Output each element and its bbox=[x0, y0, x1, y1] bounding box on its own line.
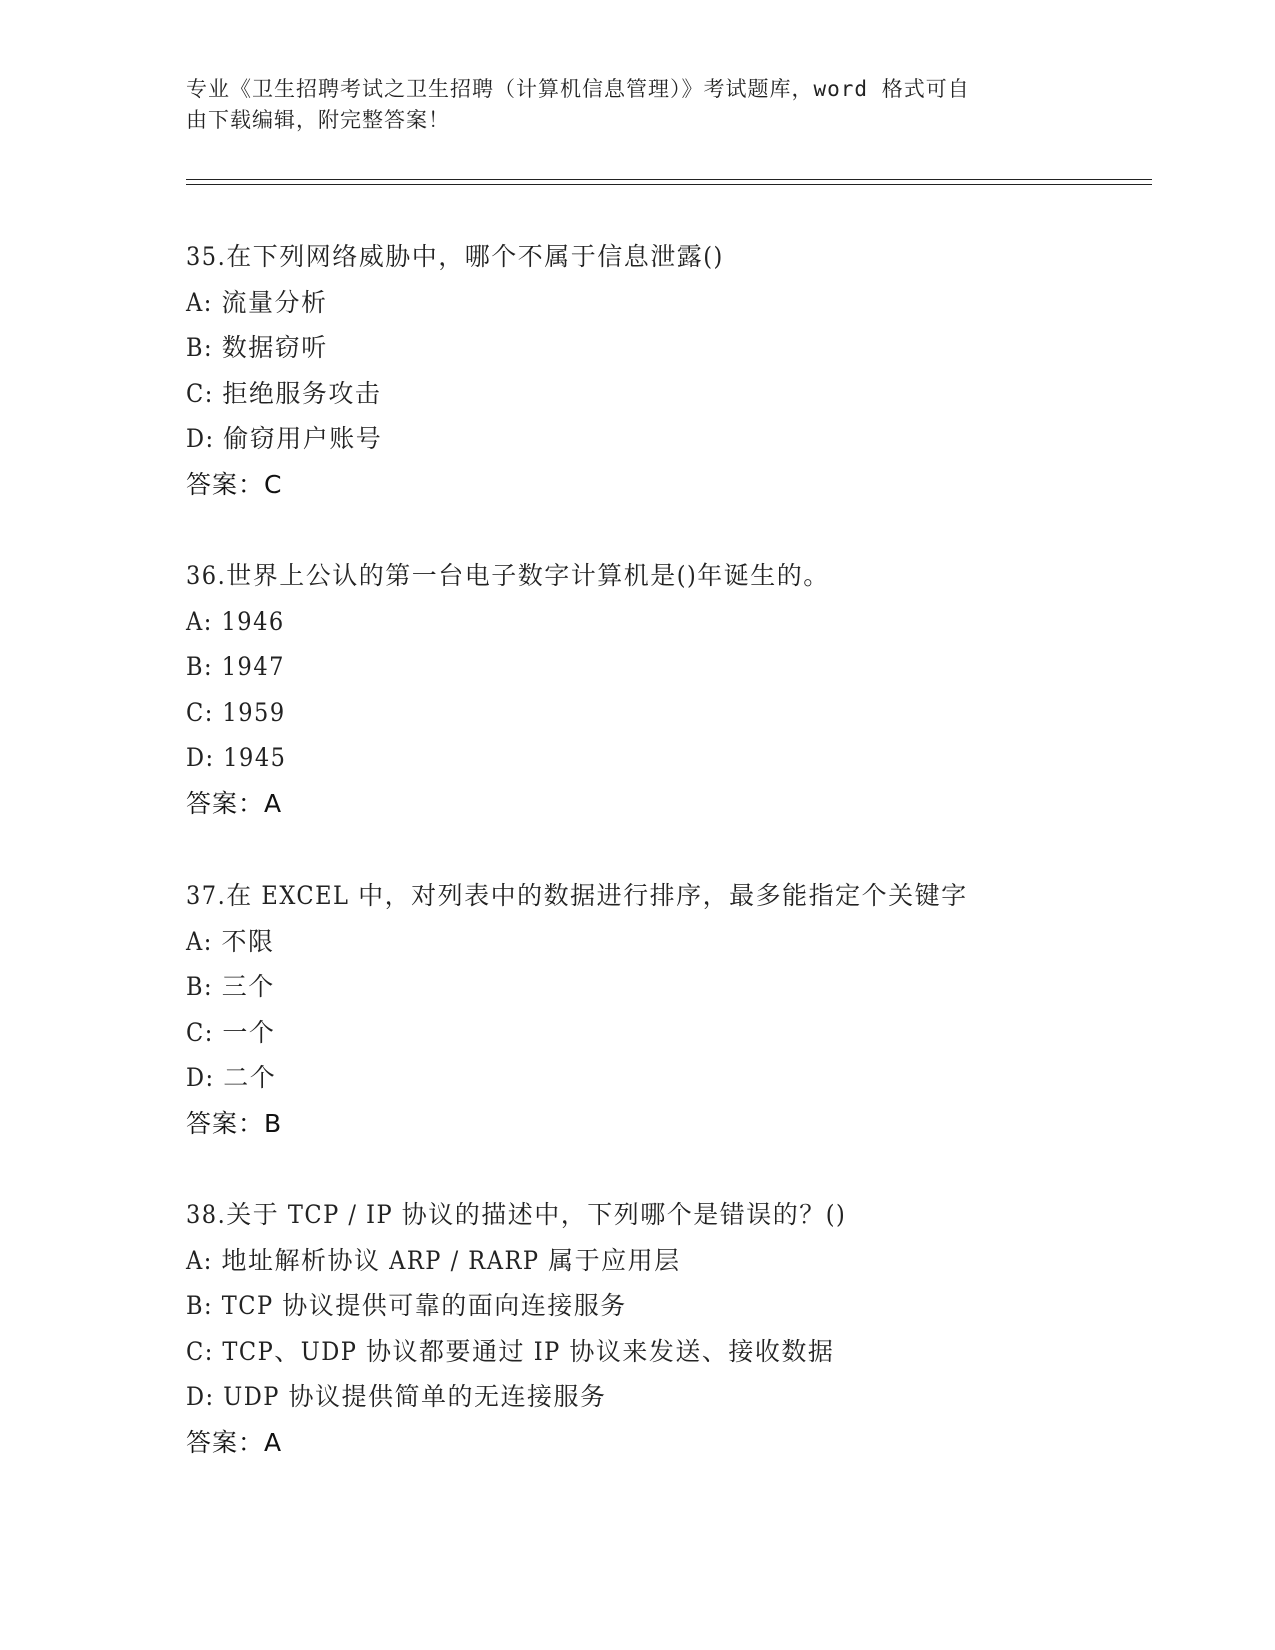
header-line-2: 由下载编辑，附完整答案！ bbox=[186, 108, 450, 132]
option-d: D: UDP 协议提供简单的无连接服务 bbox=[186, 1382, 607, 1411]
question-36 bbox=[186, 553, 1146, 826]
header-line-1: 专业《卫生招聘考试之卫生招聘（计算机信息管理）》考试题库，word 格式可自 bbox=[186, 77, 970, 101]
option-c: C: 1959 bbox=[186, 697, 286, 727]
option-a: A: 1946 bbox=[186, 606, 285, 636]
answer-label: 答案：C bbox=[186, 469, 283, 499]
header-rule-top bbox=[186, 179, 1152, 180]
option-d: D: 二个 bbox=[186, 1063, 277, 1092]
answer-label: 答案：B bbox=[186, 1108, 283, 1138]
option-b: B: 三个 bbox=[186, 972, 275, 1001]
answer-label: 答案：A bbox=[186, 1427, 283, 1457]
question-38 bbox=[186, 1192, 1146, 1465]
option-c: C: 拒绝服务攻击 bbox=[186, 378, 382, 408]
option-a: A: 流量分析 bbox=[186, 287, 328, 317]
option-c: C: 一个 bbox=[186, 1017, 276, 1047]
option-b: B: TCP 协议提供可靠的面向连接服务 bbox=[186, 1291, 627, 1320]
question-text: 36.世界上公认的第一台电子数字计算机是()年诞生的。 bbox=[186, 561, 830, 590]
question-37 bbox=[186, 873, 1146, 1146]
option-c: C: TCP、UDP 协议都要通过 IP 协议来发送、接收数据 bbox=[186, 1336, 835, 1366]
option-a: A: 不限 bbox=[186, 926, 275, 956]
answer-label: 答案：A bbox=[186, 788, 283, 818]
header-rule-bottom bbox=[186, 184, 1152, 185]
question-text: 35.在下列网络威胁中，哪个不属于信息泄露() bbox=[186, 242, 724, 271]
option-d: D: 偷窃用户账号 bbox=[186, 424, 383, 453]
question-text: 37.在 EXCEL 中，对列表中的数据进行排序，最多能指定个关键字 bbox=[186, 881, 968, 910]
question-text: 38.关于 TCP / IP 协议的描述中，下列哪个是错误的？() bbox=[186, 1200, 847, 1229]
option-a: A: 地址解析协议 ARP / RARP 属于应用层 bbox=[186, 1245, 681, 1275]
option-b: B: 数据窃听 bbox=[186, 333, 328, 362]
option-b: B: 1947 bbox=[186, 652, 285, 681]
document-header bbox=[186, 74, 1066, 136]
option-d: D: 1945 bbox=[186, 743, 287, 772]
question-35 bbox=[186, 234, 1146, 507]
